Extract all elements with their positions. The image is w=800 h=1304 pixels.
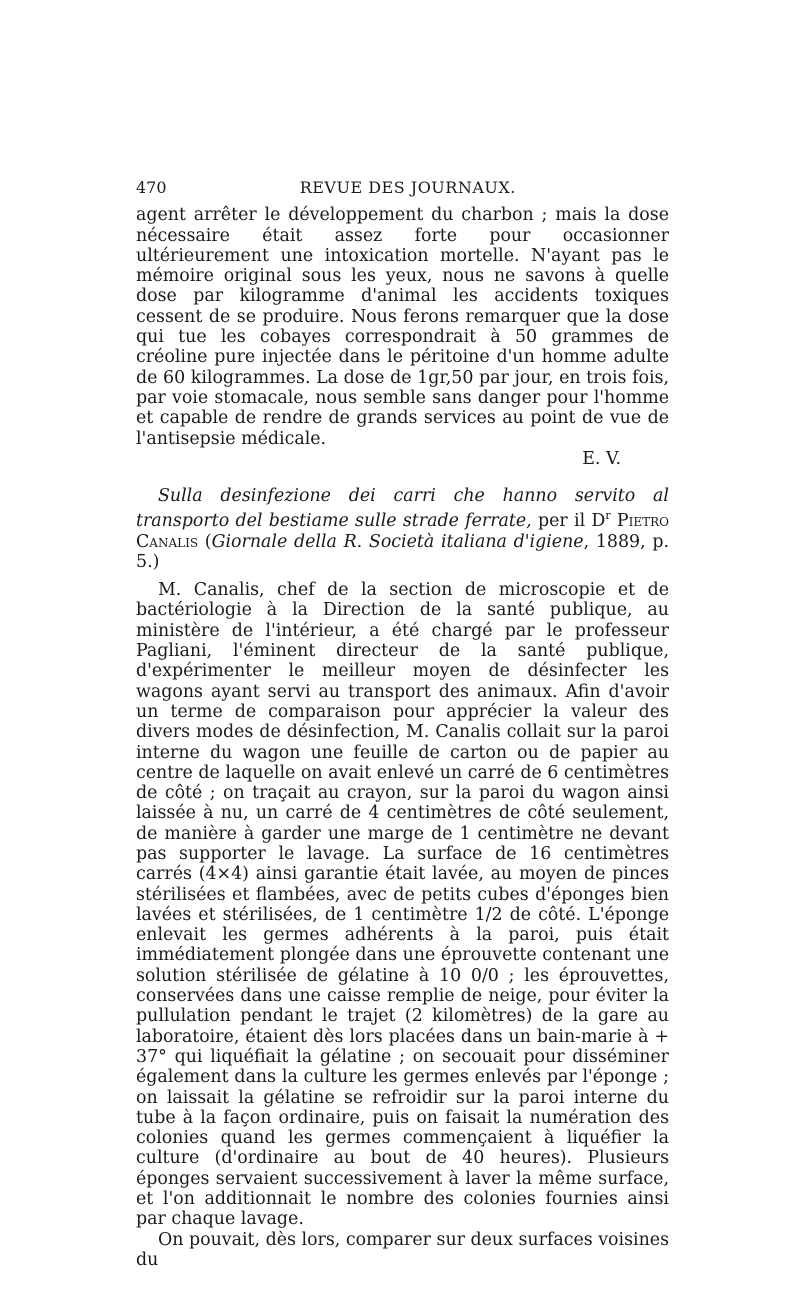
article-paragraph-1: M. Canalis, chef de la section de microscopie et de bactériologie à la Direction de la santé publique, au ministère de l'intérieur, a été chargé par le professeur Pagliani, l'éminent directeur de la santé publique, d'expérimenter le meilleur moyen de désinfecter les wagons ayant servi au transport des animaux. Afin d'avoir un terme de comparaison pour apprécier la valeur des divers modes de désinfection, M. Canalis collait sur la paroi interne du wagon une feuille de carton ou de papier au centre de laquelle on avait enlevé un carré de 6 centimètres de côté ; on traçait au crayon, sur la paroi du wagon ainsi laissée à nu, un carré de 4 centimètres de côté seulement, de manière à garder une marge de 1 centimètre ne devant pas supporter le lavage. La surface de 16 centimètres carrés (4×4) ainsi garantie était lavée, au moyen de pinces stérilisées et flambées, avec de petits cubes d'éponges bien lavées et stérilisées, de 1 centimètre 1/2 de côté. L'éponge enlevait les germes adhérents à la paroi, puis était immédiatement plongée dans une éprouvette contenant une solution stérilisée de gélatine à 10 0/0 ; les éprouvettes, conservées dans une caisse remplie de neige, pour éviter la pullulation pendant le trajet (2 kilomètres) de la gare au laboratoire, étaient dès lors placées dans un bain-marie à + 37° qui liquéfiait la gélatine ; on secouait pour disséminer également dans la culture les germes enlevés par l'éponge ; on laissait la gélatine se refroidir sur la paroi interne du tube à la façon ordinaire, puis on faisait la numération des colonies quand les germes commençaient à liquéfier la culture (d'ordinaire au bout de 40 heures). Plusieurs éponges servaient successivement à laver la même surface, et l'on additionnait le nombre des colonies fournies ainsi par chaque lavage.: [136, 580, 669, 1230]
running-header: [136, 178, 669, 198]
prev-article-signature: E. V.: [582, 448, 621, 469]
prev-article-signature-line: [136, 449, 669, 469]
article-source: Giornale della R. Società italiana d'igiene: [211, 531, 584, 552]
article-source-close: , 1889, p. 5.): [136, 531, 669, 572]
article-title-italic: Sulla desinfezione dei carri che hanno servito al transporto del bestiame sulle strade ferrate,: [136, 486, 669, 532]
article-title-by: per il D: [531, 511, 606, 532]
page-number: 470: [136, 178, 167, 197]
article-title: [136, 486, 669, 572]
article-author: Pietro Canalis: [136, 511, 670, 552]
article-paragraph-2: On pouvait, dès lors, comparer sur deux surfaces voisines du: [136, 1229, 669, 1270]
article-source-open: (: [198, 531, 212, 552]
page: [136, 178, 669, 1270]
article-title-dr-sup: r: [605, 509, 611, 523]
prev-article-text: agent arrêter le développement du charbon ; mais la dose nécessaire était assez forte pour occasionner ultérieurement une intoxication mortelle. N'ayant pas le mémoire original sous les yeux, nous ne savons à quelle dose par kilogramme d'animal les accidents toxiques cessent de se produire. Nous ferons remarquer que la dose qui tue les cobayes correspondrait à 50 grammes de créoline pure injectée dans le péritoine d'un homme adulte de 60 kilogrammes. La dose de 1gr,50 par jour, en trois fois, par voie stomacale, nous semble sans danger pour l'homme et capable de rendre de grands services au point de vue de l'antisepsie médicale.: [136, 205, 669, 449]
running-title: REVUE DES JOURNAUX.: [299, 178, 516, 197]
